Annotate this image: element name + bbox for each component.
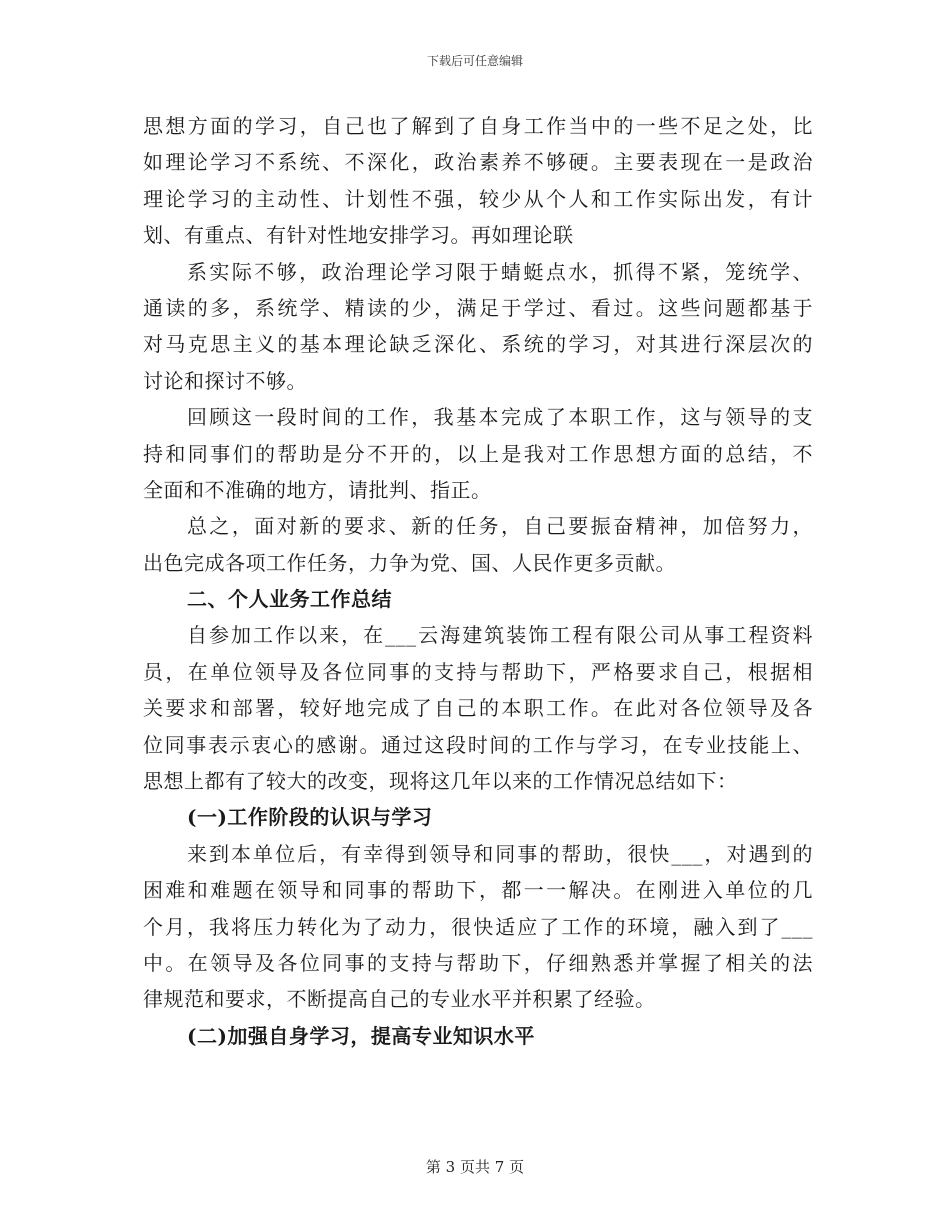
text-line: 思想上都有了较大的改变，现将这几年以来的工作情况总结如下： — [143, 769, 738, 794]
text-line: 律规范和要求，不断提高自己的专业水平并积累了经验。 — [143, 987, 656, 1012]
text-line: 来到本单位后，有幸得到领导和同事的帮助，很快___，对遇到的 — [187, 841, 813, 866]
text-line: 个月，我将压力转化为了动力，很快适应了工作的环境，融入到了___ — [143, 914, 813, 939]
text-line: 困难和难题在领导和同事的帮助下，都一一解决。在刚进入单位的几 — [143, 878, 813, 903]
text-line: 出色完成各项工作任务，力争为党、国、人民作更多贡献。 — [143, 550, 676, 575]
text-line: 回顾这一段时间的工作，我基本完成了本职工作，这与领导的支 — [187, 405, 813, 430]
text-line: 如理论学习不系统、不深化，政治素养不够硬。主要表现在一是政治 — [143, 150, 813, 175]
text-line: 通读的多，系统学、精读的少，满足于学过、看过。这些问题都基于 — [143, 295, 813, 320]
text-line: 自参加工作以来，在___云海建筑装饰工程有限公司从事工程资料 — [187, 623, 813, 648]
text-line: 位同事表示衷心的感谢。通过这段时间的工作与学习，在专业技能上、 — [143, 732, 813, 757]
text-line: 中。在领导及各位同事的支持与帮助下，仔细熟悉并掌握了相关的法 — [143, 950, 813, 975]
text-line: 关要求和部署，较好地完成了自己的本职工作。在此对各位领导及各 — [143, 696, 813, 721]
section-heading: (一)工作阶段的认识与学习 — [187, 805, 433, 830]
text-line: 持和同事们的帮助是分不开的，以上是我对工作思想方面的总结，不 — [143, 441, 813, 466]
text-line: 理论学习的主动性、计划性不强，较少从个人和工作实际出发，有计 — [143, 186, 813, 211]
section-heading: 二、个人业务工作总结 — [187, 587, 392, 612]
text-line: 全面和不准确的地方，请批判、指正。 — [143, 477, 492, 502]
text-line: 对马克思主义的基本理论缺乏深化、系统的学习，对其进行深层次的 — [143, 332, 813, 357]
text-line: 员，在单位领导及各位同事的支持与帮助下，严格要求自己，根据相 — [143, 659, 813, 684]
page-footer: 第 3 页共 7 页 — [425, 1158, 525, 1176]
text-line: 思想方面的学习，自己也了解到了自身工作当中的一些不足之处，比 — [143, 114, 813, 138]
document-body — [143, 108, 813, 1054]
text-line: 总之，面对新的要求、新的任务，自己要振奋精神，加倍努力， — [187, 514, 813, 539]
text-line: 讨论和探讨不够。 — [143, 368, 307, 393]
text-line: 系实际不够，政治理论学习限于蜻蜓点水，抓得不紧，笼统学、 — [187, 259, 813, 284]
page-header: 下载后可任意编辑 — [426, 54, 523, 68]
section-heading: (二)加强自身学习，提高专业知识水平 — [187, 1023, 535, 1048]
text-line: 划、有重点、有针对性地安排学习。再如理论联 — [143, 223, 574, 248]
